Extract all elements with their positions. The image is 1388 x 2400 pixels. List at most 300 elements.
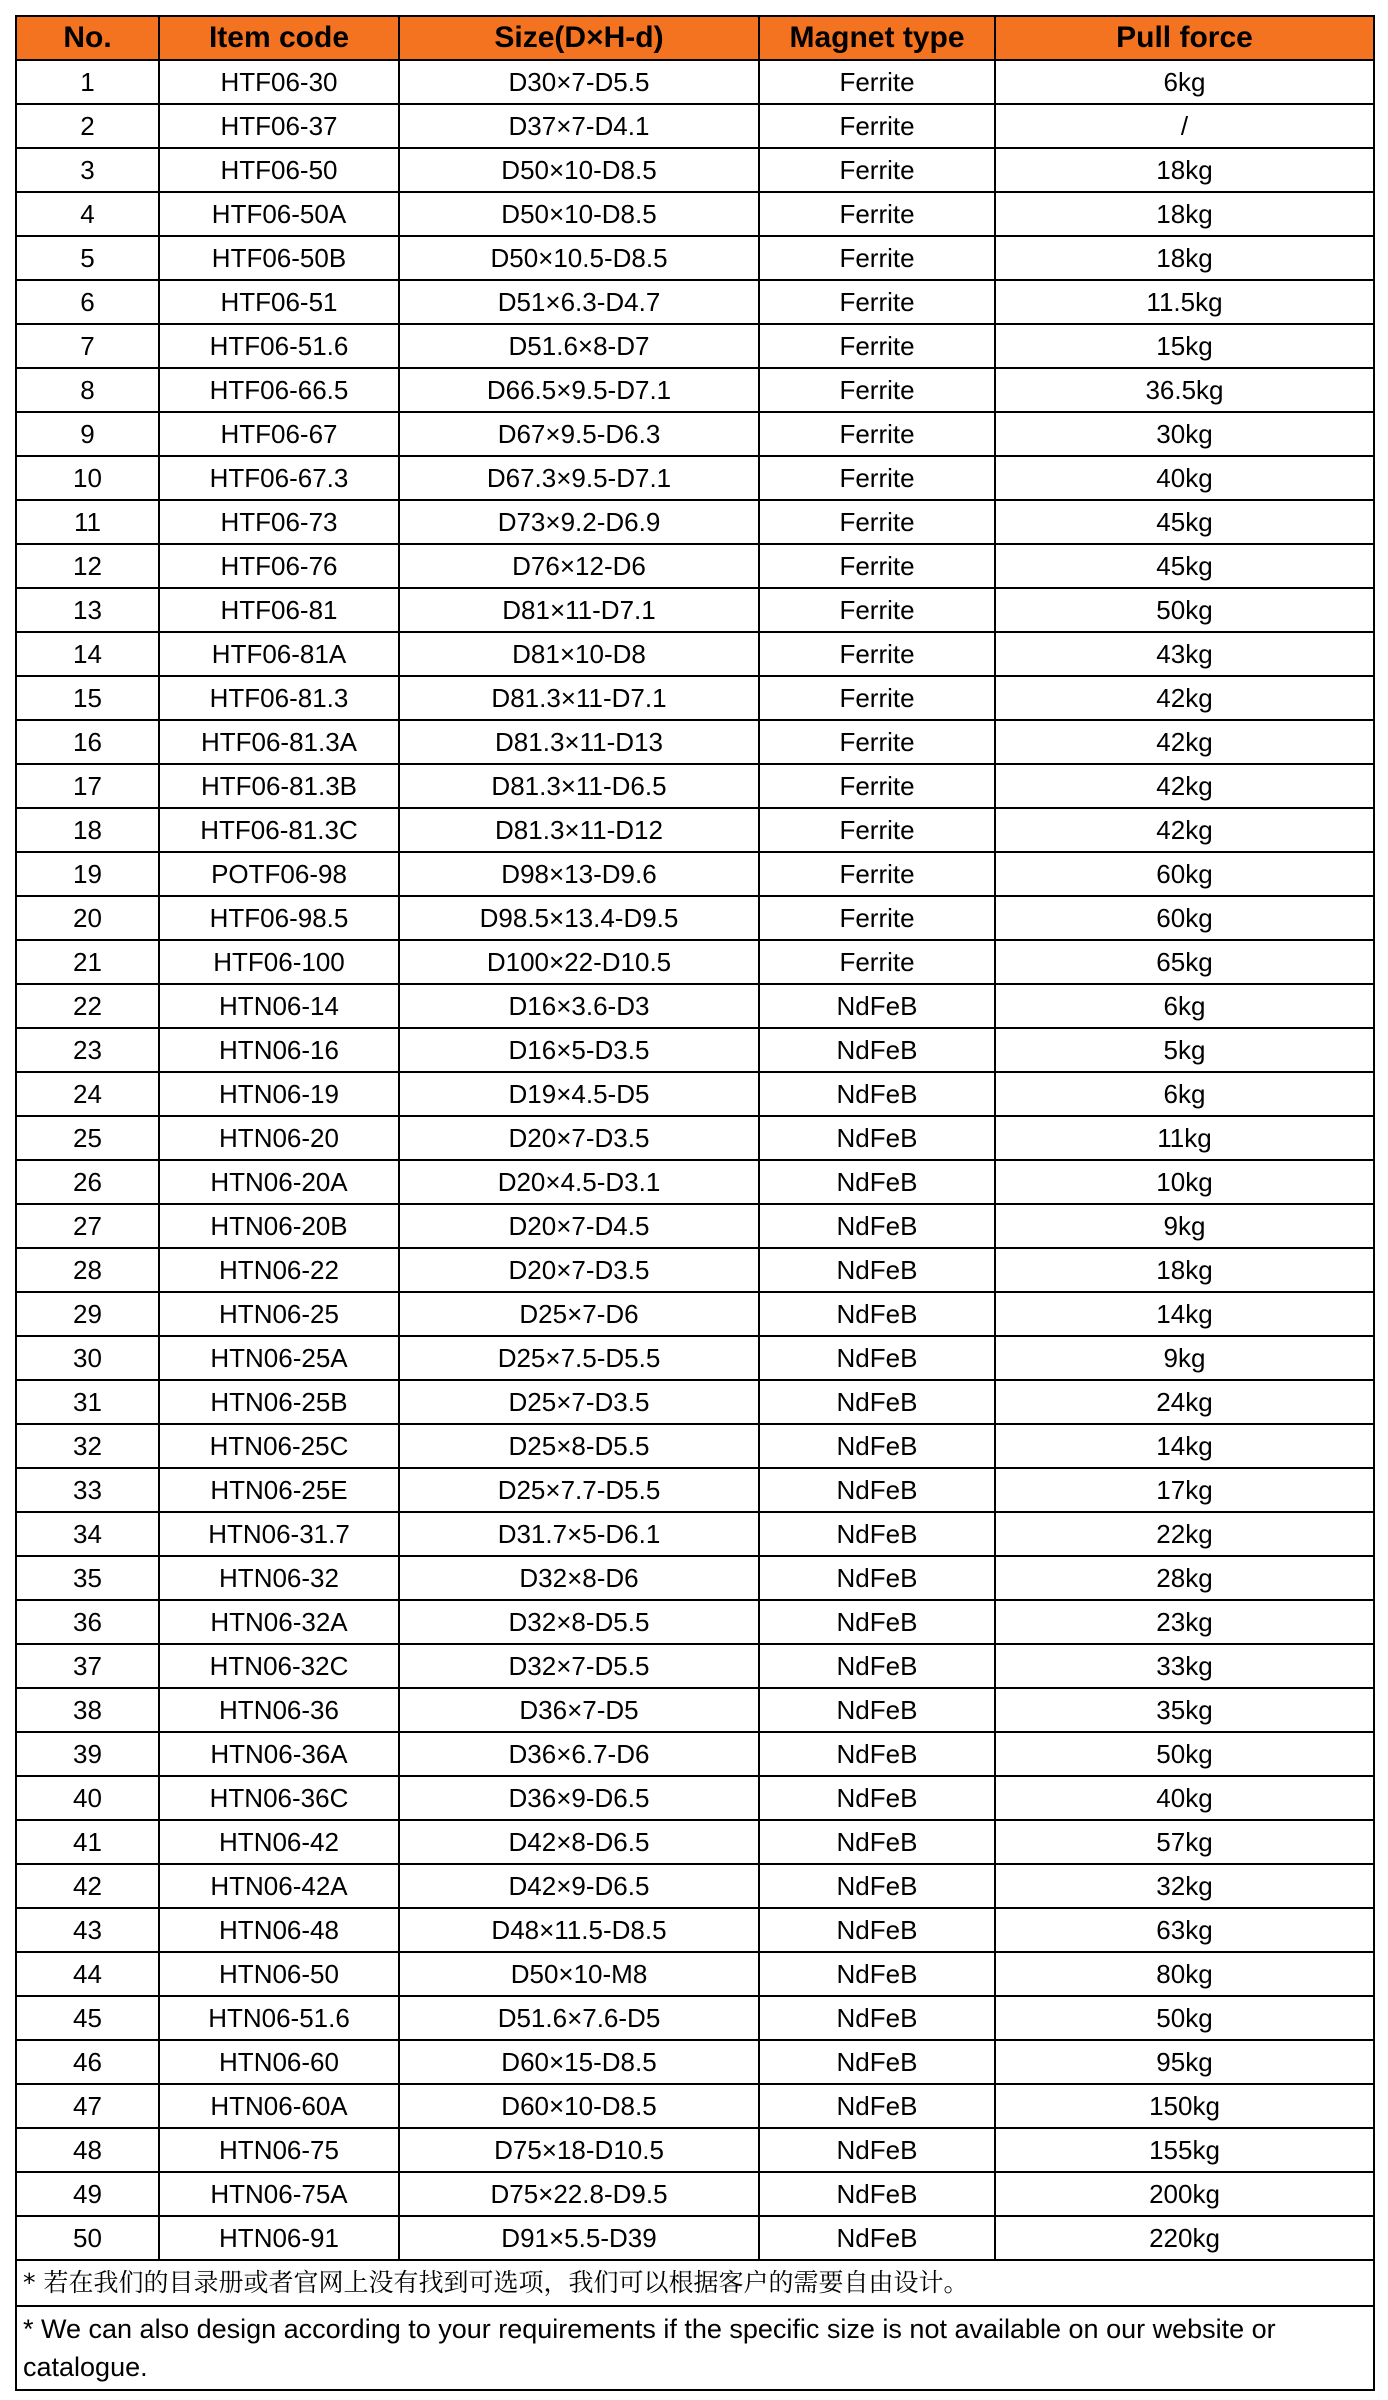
cell-no: 17 [16, 764, 159, 808]
cell-pull-force: 50kg [995, 1996, 1374, 2040]
note-row-chinese [16, 2260, 1374, 2306]
note-english: * We can also design according to your requirements if the specific size is not available on our website or catalogue. [16, 2306, 1374, 2390]
cell-pull-force: 17kg [995, 1468, 1374, 1512]
cell-item-code: HTF06-81A [159, 632, 399, 676]
cell-size: D75×22.8-D9.5 [399, 2172, 759, 2216]
cell-pull-force: 11.5kg [995, 280, 1374, 324]
cell-magnet-type: Ferrite [759, 236, 995, 280]
table-row [16, 60, 1374, 104]
cell-size: D73×9.2-D6.9 [399, 500, 759, 544]
cell-no: 20 [16, 896, 159, 940]
table-row [16, 1468, 1374, 1512]
cell-no: 23 [16, 1028, 159, 1072]
cell-pull-force: 42kg [995, 808, 1374, 852]
cell-magnet-type: Ferrite [759, 368, 995, 412]
cell-pull-force: 15kg [995, 324, 1374, 368]
cell-pull-force: 43kg [995, 632, 1374, 676]
cell-item-code: HTF06-81.3B [159, 764, 399, 808]
cell-item-code: HTF06-98.5 [159, 896, 399, 940]
cell-size: D100×22-D10.5 [399, 940, 759, 984]
table-row [16, 1820, 1374, 1864]
cell-magnet-type: NdFeB [759, 1688, 995, 1732]
table-row [16, 456, 1374, 500]
table-row [16, 368, 1374, 412]
cell-magnet-type: NdFeB [759, 1908, 995, 1952]
cell-pull-force: / [995, 104, 1374, 148]
cell-pull-force: 6kg [995, 1072, 1374, 1116]
cell-no: 30 [16, 1336, 159, 1380]
header-row [16, 16, 1374, 60]
cell-no: 5 [16, 236, 159, 280]
cell-pull-force: 80kg [995, 1952, 1374, 1996]
cell-item-code: HTN06-36C [159, 1776, 399, 1820]
cell-item-code: HTN06-25E [159, 1468, 399, 1512]
cell-size: D42×9-D6.5 [399, 1864, 759, 1908]
cell-pull-force: 150kg [995, 2084, 1374, 2128]
cell-magnet-type: Ferrite [759, 412, 995, 456]
table-row [16, 984, 1374, 1028]
cell-magnet-type: Ferrite [759, 60, 995, 104]
cell-size: D51.6×8-D7 [399, 324, 759, 368]
cell-no: 27 [16, 1204, 159, 1248]
cell-size: D81.3×11-D6.5 [399, 764, 759, 808]
cell-no: 21 [16, 940, 159, 984]
cell-pull-force: 63kg [995, 1908, 1374, 1952]
cell-magnet-type: NdFeB [759, 1292, 995, 1336]
cell-pull-force: 155kg [995, 2128, 1374, 2172]
cell-item-code: HTF06-67 [159, 412, 399, 456]
cell-no: 41 [16, 1820, 159, 1864]
cell-size: D32×7-D5.5 [399, 1644, 759, 1688]
cell-item-code: HTF06-66.5 [159, 368, 399, 412]
table-row [16, 148, 1374, 192]
cell-magnet-type: NdFeB [759, 1864, 995, 1908]
cell-item-code: HTN06-25 [159, 1292, 399, 1336]
table-row [16, 588, 1374, 632]
cell-magnet-type: NdFeB [759, 2216, 995, 2260]
table-row [16, 2216, 1374, 2260]
cell-item-code: HTF06-81 [159, 588, 399, 632]
cell-size: D98.5×13.4-D9.5 [399, 896, 759, 940]
cell-magnet-type: Ferrite [759, 500, 995, 544]
cell-magnet-type: Ferrite [759, 808, 995, 852]
cell-item-code: HTN06-60 [159, 2040, 399, 2084]
cell-size: D36×6.7-D6 [399, 1732, 759, 1776]
cell-pull-force: 10kg [995, 1160, 1374, 1204]
cell-magnet-type: NdFeB [759, 2128, 995, 2172]
cell-no: 37 [16, 1644, 159, 1688]
table-row [16, 1688, 1374, 1732]
cell-no: 18 [16, 808, 159, 852]
cell-no: 49 [16, 2172, 159, 2216]
cell-pull-force: 28kg [995, 1556, 1374, 1600]
cell-no: 12 [16, 544, 159, 588]
table-row [16, 2084, 1374, 2128]
cell-item-code: HTN06-32C [159, 1644, 399, 1688]
cell-size: D51.6×7.6-D5 [399, 1996, 759, 2040]
cell-no: 22 [16, 984, 159, 1028]
cell-magnet-type: NdFeB [759, 2040, 995, 2084]
table-row [16, 1732, 1374, 1776]
cell-size: D20×7-D3.5 [399, 1116, 759, 1160]
cell-no: 43 [16, 1908, 159, 1952]
table-row [16, 1028, 1374, 1072]
cell-magnet-type: NdFeB [759, 1336, 995, 1380]
cell-item-code: HTF06-100 [159, 940, 399, 984]
header-pull-force: Pull force [995, 16, 1374, 60]
cell-no: 36 [16, 1600, 159, 1644]
cell-magnet-type: NdFeB [759, 1424, 995, 1468]
cell-pull-force: 60kg [995, 852, 1374, 896]
table-row [16, 1116, 1374, 1160]
cell-item-code: HTF06-81.3A [159, 720, 399, 764]
cell-no: 33 [16, 1468, 159, 1512]
cell-pull-force: 6kg [995, 60, 1374, 104]
table-row [16, 1644, 1374, 1688]
cell-item-code: HTF06-30 [159, 60, 399, 104]
cell-item-code: HTN06-75A [159, 2172, 399, 2216]
cell-no: 44 [16, 1952, 159, 1996]
cell-pull-force: 11kg [995, 1116, 1374, 1160]
cell-magnet-type: NdFeB [759, 1732, 995, 1776]
cell-item-code: HTN06-22 [159, 1248, 399, 1292]
cell-magnet-type: Ferrite [759, 852, 995, 896]
cell-no: 16 [16, 720, 159, 764]
cell-size: D36×9-D6.5 [399, 1776, 759, 1820]
table-row [16, 1908, 1374, 1952]
cell-no: 8 [16, 368, 159, 412]
cell-item-code: HTN06-20A [159, 1160, 399, 1204]
cell-no: 1 [16, 60, 159, 104]
cell-item-code: HTN06-36 [159, 1688, 399, 1732]
cell-item-code: HTN06-42 [159, 1820, 399, 1864]
cell-size: D48×11.5-D8.5 [399, 1908, 759, 1952]
cell-size: D16×5-D3.5 [399, 1028, 759, 1072]
cell-size: D81.3×11-D13 [399, 720, 759, 764]
cell-item-code: HTN06-75 [159, 2128, 399, 2172]
cell-item-code: HTN06-16 [159, 1028, 399, 1072]
table-row [16, 764, 1374, 808]
cell-size: D20×7-D4.5 [399, 1204, 759, 1248]
table-row [16, 1424, 1374, 1468]
cell-size: D25×7.7-D5.5 [399, 1468, 759, 1512]
cell-magnet-type: NdFeB [759, 1116, 995, 1160]
cell-size: D20×4.5-D3.1 [399, 1160, 759, 1204]
cell-item-code: HTN06-20B [159, 1204, 399, 1248]
table-row [16, 632, 1374, 676]
table-body [16, 60, 1374, 2260]
cell-magnet-type: NdFeB [759, 2172, 995, 2216]
cell-no: 3 [16, 148, 159, 192]
table-row [16, 1952, 1374, 1996]
cell-magnet-type: Ferrite [759, 896, 995, 940]
cell-magnet-type: Ferrite [759, 588, 995, 632]
table-row [16, 676, 1374, 720]
cell-magnet-type: Ferrite [759, 544, 995, 588]
cell-size: D25×7-D3.5 [399, 1380, 759, 1424]
cell-no: 45 [16, 1996, 159, 2040]
cell-no: 19 [16, 852, 159, 896]
cell-magnet-type: Ferrite [759, 192, 995, 236]
cell-magnet-type: NdFeB [759, 1028, 995, 1072]
cell-magnet-type: Ferrite [759, 676, 995, 720]
cell-item-code: HTN06-60A [159, 2084, 399, 2128]
cell-item-code: HTN06-32 [159, 1556, 399, 1600]
cell-magnet-type: NdFeB [759, 2084, 995, 2128]
cell-pull-force: 5kg [995, 1028, 1374, 1072]
cell-pull-force: 32kg [995, 1864, 1374, 1908]
cell-no: 50 [16, 2216, 159, 2260]
cell-item-code: HTN06-51.6 [159, 1996, 399, 2040]
cell-item-code: HTF06-50B [159, 236, 399, 280]
cell-size: D19×4.5-D5 [399, 1072, 759, 1116]
cell-size: D50×10-D8.5 [399, 192, 759, 236]
cell-size: D37×7-D4.1 [399, 104, 759, 148]
cell-pull-force: 35kg [995, 1688, 1374, 1732]
cell-size: D98×13-D9.6 [399, 852, 759, 896]
cell-no: 48 [16, 2128, 159, 2172]
cell-size: D81.3×11-D7.1 [399, 676, 759, 720]
cell-size: D31.7×5-D6.1 [399, 1512, 759, 1556]
cell-magnet-type: NdFeB [759, 1160, 995, 1204]
cell-no: 29 [16, 1292, 159, 1336]
table-row [16, 852, 1374, 896]
cell-magnet-type: NdFeB [759, 1204, 995, 1248]
cell-pull-force: 18kg [995, 192, 1374, 236]
table-row [16, 412, 1374, 456]
cell-pull-force: 95kg [995, 2040, 1374, 2084]
cell-size: D25×8-D5.5 [399, 1424, 759, 1468]
cell-size: D81×10-D8 [399, 632, 759, 676]
cell-pull-force: 18kg [995, 1248, 1374, 1292]
cell-pull-force: 50kg [995, 588, 1374, 632]
table-row [16, 1600, 1374, 1644]
cell-no: 40 [16, 1776, 159, 1820]
cell-no: 28 [16, 1248, 159, 1292]
cell-pull-force: 40kg [995, 456, 1374, 500]
cell-magnet-type: NdFeB [759, 1072, 995, 1116]
cell-magnet-type: Ferrite [759, 632, 995, 676]
cell-magnet-type: NdFeB [759, 984, 995, 1028]
cell-size: D50×10-M8 [399, 1952, 759, 1996]
note-row-english [16, 2306, 1374, 2390]
cell-size: D60×10-D8.5 [399, 2084, 759, 2128]
cell-no: 2 [16, 104, 159, 148]
cell-item-code: HTN06-32A [159, 1600, 399, 1644]
cell-item-code: HTN06-31.7 [159, 1512, 399, 1556]
cell-item-code: HTF06-81.3 [159, 676, 399, 720]
table-row [16, 280, 1374, 324]
cell-pull-force: 14kg [995, 1424, 1374, 1468]
table-row [16, 324, 1374, 368]
cell-magnet-type: NdFeB [759, 1380, 995, 1424]
header-item-code: Item code [159, 16, 399, 60]
cell-no: 10 [16, 456, 159, 500]
cell-item-code: HTN06-36A [159, 1732, 399, 1776]
cell-size: D66.5×9.5-D7.1 [399, 368, 759, 412]
cell-size: D76×12-D6 [399, 544, 759, 588]
cell-magnet-type: NdFeB [759, 1996, 995, 2040]
cell-pull-force: 36.5kg [995, 368, 1374, 412]
cell-no: 42 [16, 1864, 159, 1908]
table-row [16, 1160, 1374, 1204]
cell-size: D16×3.6-D3 [399, 984, 759, 1028]
table-row [16, 808, 1374, 852]
cell-size: D60×15-D8.5 [399, 2040, 759, 2084]
cell-magnet-type: NdFeB [759, 1820, 995, 1864]
cell-item-code: HTF06-51.6 [159, 324, 399, 368]
table-row [16, 1204, 1374, 1248]
cell-size: D30×7-D5.5 [399, 60, 759, 104]
cell-pull-force: 220kg [995, 2216, 1374, 2260]
cell-pull-force: 40kg [995, 1776, 1374, 1820]
cell-item-code: HTN06-50 [159, 1952, 399, 1996]
table-row [16, 2128, 1374, 2172]
cell-no: 34 [16, 1512, 159, 1556]
cell-no: 31 [16, 1380, 159, 1424]
table-row [16, 1512, 1374, 1556]
table-row [16, 1336, 1374, 1380]
cell-magnet-type: NdFeB [759, 1644, 995, 1688]
table-row [16, 1864, 1374, 1908]
cell-no: 38 [16, 1688, 159, 1732]
cell-size: D32×8-D6 [399, 1556, 759, 1600]
cell-no: 46 [16, 2040, 159, 2084]
cell-pull-force: 22kg [995, 1512, 1374, 1556]
table-row [16, 104, 1374, 148]
cell-size: D42×8-D6.5 [399, 1820, 759, 1864]
header-size: Size(D×H-d) [399, 16, 759, 60]
cell-item-code: HTF06-76 [159, 544, 399, 588]
cell-size: D50×10-D8.5 [399, 148, 759, 192]
table-row [16, 1072, 1374, 1116]
cell-magnet-type: Ferrite [759, 940, 995, 984]
cell-magnet-type: Ferrite [759, 104, 995, 148]
cell-size: D75×18-D10.5 [399, 2128, 759, 2172]
cell-size: D25×7-D6 [399, 1292, 759, 1336]
cell-magnet-type: Ferrite [759, 456, 995, 500]
table-row [16, 896, 1374, 940]
cell-item-code: HTF06-67.3 [159, 456, 399, 500]
cell-size: D50×10.5-D8.5 [399, 236, 759, 280]
cell-size: D20×7-D3.5 [399, 1248, 759, 1292]
cell-pull-force: 42kg [995, 764, 1374, 808]
cell-magnet-type: NdFeB [759, 1556, 995, 1600]
cell-item-code: HTF06-73 [159, 500, 399, 544]
cell-no: 4 [16, 192, 159, 236]
cell-no: 14 [16, 632, 159, 676]
table-row [16, 2172, 1374, 2216]
cell-magnet-type: Ferrite [759, 764, 995, 808]
cell-item-code: HTN06-42A [159, 1864, 399, 1908]
cell-no: 47 [16, 2084, 159, 2128]
table-row [16, 1248, 1374, 1292]
header-no: No. [16, 16, 159, 60]
cell-item-code: HTN06-20 [159, 1116, 399, 1160]
cell-pull-force: 24kg [995, 1380, 1374, 1424]
cell-pull-force: 9kg [995, 1204, 1374, 1248]
cell-magnet-type: Ferrite [759, 324, 995, 368]
cell-pull-force: 60kg [995, 896, 1374, 940]
cell-pull-force: 200kg [995, 2172, 1374, 2216]
table-row [16, 720, 1374, 764]
cell-item-code: HTN06-91 [159, 2216, 399, 2260]
cell-magnet-type: Ferrite [759, 720, 995, 764]
cell-no: 35 [16, 1556, 159, 1600]
cell-pull-force: 65kg [995, 940, 1374, 984]
cell-magnet-type: NdFeB [759, 1600, 995, 1644]
cell-item-code: HTN06-19 [159, 1072, 399, 1116]
cell-pull-force: 23kg [995, 1600, 1374, 1644]
cell-size: D67×9.5-D6.3 [399, 412, 759, 456]
cell-magnet-type: Ferrite [759, 280, 995, 324]
table-row [16, 1776, 1374, 1820]
cell-pull-force: 6kg [995, 984, 1374, 1028]
table-row [16, 1380, 1374, 1424]
cell-pull-force: 42kg [995, 676, 1374, 720]
cell-pull-force: 57kg [995, 1820, 1374, 1864]
cell-pull-force: 30kg [995, 412, 1374, 456]
table-row [16, 1996, 1374, 2040]
cell-item-code: HTN06-14 [159, 984, 399, 1028]
table-row [16, 192, 1374, 236]
cell-magnet-type: NdFeB [759, 1776, 995, 1820]
cell-item-code: HTF06-37 [159, 104, 399, 148]
table-row [16, 236, 1374, 280]
cell-item-code: HTN06-48 [159, 1908, 399, 1952]
table-row [16, 940, 1374, 984]
cell-no: 9 [16, 412, 159, 456]
cell-pull-force: 14kg [995, 1292, 1374, 1336]
cell-pull-force: 9kg [995, 1336, 1374, 1380]
table-row [16, 1556, 1374, 1600]
cell-no: 39 [16, 1732, 159, 1776]
cell-pull-force: 18kg [995, 236, 1374, 280]
cell-magnet-type: Ferrite [759, 148, 995, 192]
cell-size: D67.3×9.5-D7.1 [399, 456, 759, 500]
table-row [16, 500, 1374, 544]
cell-size: D81.3×11-D12 [399, 808, 759, 852]
cell-no: 6 [16, 280, 159, 324]
cell-magnet-type: NdFeB [759, 1248, 995, 1292]
header-magnet-type: Magnet type [759, 16, 995, 60]
cell-size: D25×7.5-D5.5 [399, 1336, 759, 1380]
cell-magnet-type: NdFeB [759, 1512, 995, 1556]
cell-item-code: HTN06-25C [159, 1424, 399, 1468]
cell-item-code: HTN06-25B [159, 1380, 399, 1424]
cell-size: D32×8-D5.5 [399, 1600, 759, 1644]
product-table [15, 15, 1375, 2391]
cell-pull-force: 33kg [995, 1644, 1374, 1688]
cell-item-code: HTN06-25A [159, 1336, 399, 1380]
cell-item-code: POTF06-98 [159, 852, 399, 896]
table-row [16, 2040, 1374, 2084]
cell-item-code: HTF06-50 [159, 148, 399, 192]
cell-item-code: HTF06-50A [159, 192, 399, 236]
cell-magnet-type: NdFeB [759, 1468, 995, 1512]
cell-no: 26 [16, 1160, 159, 1204]
cell-no: 11 [16, 500, 159, 544]
cell-item-code: HTF06-51 [159, 280, 399, 324]
cell-no: 7 [16, 324, 159, 368]
cell-pull-force: 50kg [995, 1732, 1374, 1776]
cell-pull-force: 45kg [995, 544, 1374, 588]
cell-pull-force: 42kg [995, 720, 1374, 764]
cell-size: D81×11-D7.1 [399, 588, 759, 632]
cell-item-code: HTF06-81.3C [159, 808, 399, 852]
cell-magnet-type: NdFeB [759, 1952, 995, 1996]
cell-size: D36×7-D5 [399, 1688, 759, 1732]
